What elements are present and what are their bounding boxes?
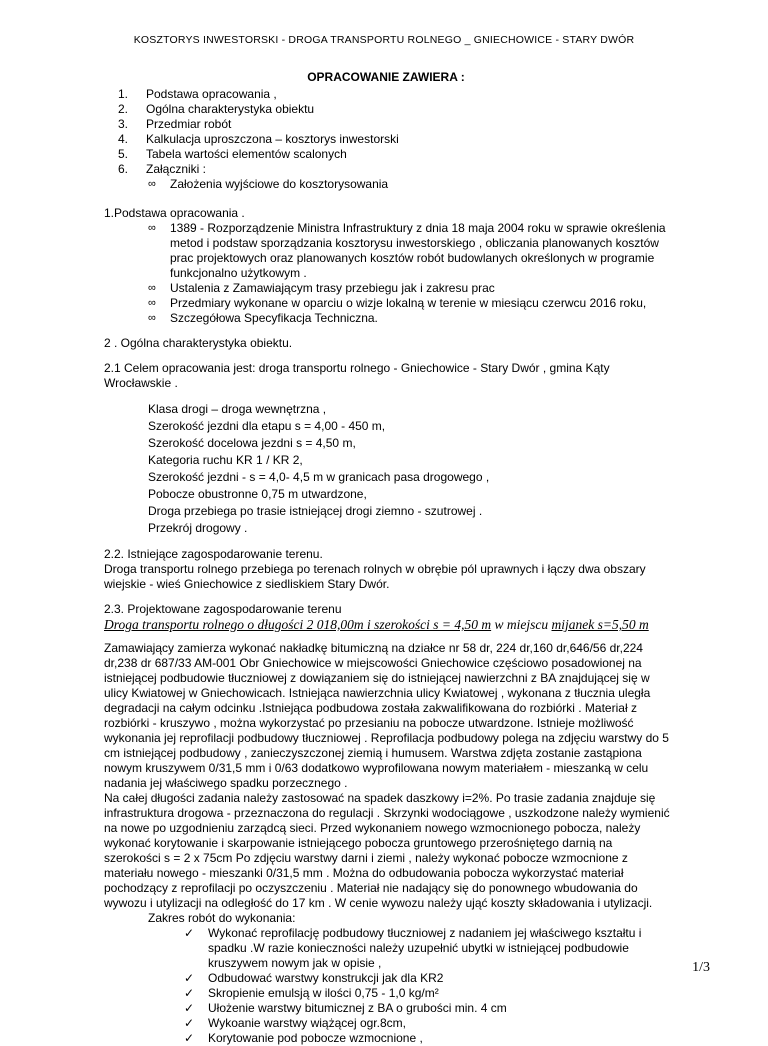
section-2-3-body-2: Na całej długości zadania należy zastosować na spadek daszkowy i=2%. Po trasie zadania znajduje się infrastruktura drogowa - przeznaczona do regulacji . Skrzynki wodociągowe , uszkodzone należy wymienić na nowe po uzgodnieniu zarządcą sieci. Przed wykonaniem nowego wzmocnionego pobocza, należy wykonać korytowanie i skarpowanie istniejącego pobocza gruntowego przerośniętego darnią na szerokości s = 2 x 75cm Po zdjęciu warstwy darni i ziemi , należy wykonać pobocze wzmocnione z materiału nowego - mieszanki 0/31,5 mm . Można do odbudowania pobocza wykorzystać materiał pochodzący z reprofilacji po oczyszczeniu . Materiał nie nadający się do ponownego wbudowania do wywozu i utylizacji na odległość do 17 km . W cenie wywozu należy ująć koszty składowania i utylizacji. <box>104 791 670 910</box>
list-item: ∞ Ustalenia z Zamawiającym trasy przebiegu jak i zakresu prac <box>148 281 495 295</box>
toc-item: 1. Podstawa opracowania , <box>118 87 277 101</box>
toc-item: 6. Załączniki : <box>118 162 207 176</box>
scope-heading: Zakres robót do wykonania: <box>148 911 296 925</box>
list-item: Szerokość jezdni dla etapu s = 4,00 - 450 m, <box>148 419 386 433</box>
checkmark-icon: ✓ <box>184 926 195 940</box>
checkmark-icon: ✓ <box>184 1031 195 1045</box>
checkmark-icon: ✓ <box>184 1001 195 1015</box>
infinity-bullet-icon: ∞ <box>148 282 156 294</box>
list-item: Kategoria ruchu KR 1 / KR 2, <box>148 453 303 467</box>
toc-item: 3. Przedmiar robót <box>118 117 232 131</box>
list-item: Klasa drogi – droga wewnętrzna , <box>148 402 327 416</box>
list-item: ✓ Ułożenie warstwy bitumicznej z BA o grubości min. 4 cm <box>184 1001 507 1015</box>
document-body <box>104 70 664 202</box>
infinity-bullet-icon: ∞ <box>148 178 156 190</box>
section-1-heading: 1.Podstawa opracowania . <box>104 206 245 220</box>
road-dimensions-line: Droga transportu rolnego o długości 2 018,00m i szerokości s = 4,50 m w miejscu mijanek s=5,50 m <box>104 617 649 632</box>
section-2-2-heading: 2.2. Istniejące zagospodarowanie terenu. <box>104 547 323 561</box>
list-item: ∞ 1389 - Rozporządzenie Ministra Infrastruktury z dnia 18 maja 2004 roku w sprawie określenia metod i podstaw sporządzania kosztorysu inwestorskiego , obliczania planowanych kosztów prac projektowych oraz planowanych kosztów robót budowlanych określonych w programie funkcjonalno użytkowym . <box>148 221 666 280</box>
section-2-heading: 2 . Ogólna charakterystyka obiektu. <box>104 336 293 350</box>
table-of-contents <box>104 87 664 177</box>
list-item: Przekrój drogowy . <box>148 521 248 535</box>
checkmark-icon: ✓ <box>184 1016 195 1030</box>
section-1 <box>104 206 670 1046</box>
checkmark-icon: ✓ <box>184 971 195 985</box>
section-2-2-text: Droga transportu rolnego przebiega po terenach rolnych w obrębie pól uprawnych i łączy dwa obszary wiejskie - wieś Gniechowice z siedliskiem Stary Dwór. <box>104 562 646 591</box>
list-item: ✓ Korytowanie pod pobocze wzmocnione , <box>184 1031 423 1045</box>
infinity-bullet-icon: ∞ <box>148 222 156 234</box>
list-item: ∞ Szczegółowa Specyfikacja Techniczna. <box>148 311 378 325</box>
document-title: OPRACOWANIE ZAWIERA : <box>307 70 465 84</box>
list-item: Pobocze obustronne 0,75 m utwardzone, <box>148 487 367 501</box>
infinity-bullet-icon: ∞ <box>148 312 156 324</box>
list-item: ✓ Wykoanie warstwy wiążącej ogr.8cm, <box>184 1016 406 1030</box>
list-item: ✓ Skropienie emulsją w ilości 0,75 - 1,0 kg/m² <box>184 986 439 1000</box>
page-number: 1/3 <box>692 960 710 975</box>
section-2-1-text: 2.1 Celem opracowania jest: droga transportu rolnego - Gniechowice - Stary Dwór , gmina Kąty Wrocławskie . <box>104 361 610 390</box>
road-parameters <box>104 401 670 537</box>
section-2-3-heading: 2.3. Projektowane zagospodarowanie terenu <box>104 602 342 616</box>
list-item: ✓ Odbudować warstwy konstrukcji jak dla KR2 <box>184 971 444 985</box>
toc-item: 4. Kalkulacja uproszczona – kosztorys inwestorski <box>118 132 399 146</box>
section-2-3-body: Zamawiający zamierza wykonać nakładkę bitumiczną na działce nr 58 dr, 224 dr,160 dr,646/56 dr,224 dr,238 dr 687/33 AM-001 Obr Gniechowice w miejscowości Gniechowice częściowo posadowionej na istniejącej podbudowie tłuczniowej z dowiązaniem się do istniejącej nawierzchni z BA znajdującej się w ulicy Kwiatowej w Gniechowicach. Istniejąca nawierzchnia ulicy Kwiatowej , wykonana z tłucznia uległa degradacji na całym odcinku .Istniejąca podbudowa została zakwalifikowana do rozbiórki . Materiał z rozbiórki - kruszywo , można wykorzystać po przesianiu na pobocze utwardzone. Istnieje możliwość wykonania jej reprofilacji podbudowy tłuczniowej . Reprofilacja podbudowy polega na zdjęciu warstwy do 5 cm istniejącej podbudowy , zanieczyszczonej ziemią i humusem. Warstwa zdjęta zostanie zastąpiona nowym kruszywem 0/31,5 mm i 0/63 dodatkowo wyprofilowana nowym materiałem - mieszanką w celu nadania jej właściwego spadku porzecznego . <box>104 641 669 790</box>
toc-item: 5. Tabela wartości elementów scalonych <box>118 147 347 161</box>
list-item: Szerokość docelowa jezdni s = 4,50 m, <box>148 436 356 450</box>
list-item: ∞ Przedmiary wykonane w oparciu o wizje lokalną w terenie w miesiącu czerwcu 2016 roku, <box>148 296 647 310</box>
list-item: Szerokość jezdni - s = 4,0- 4,5 m w granicach pasa drogowego , <box>148 470 490 484</box>
page-header: KOSZTORYS INWESTORSKI - DROGA TRANSPORTU ROLNEGO _ GNIECHOWICE - STARY DWÓR <box>133 34 635 46</box>
toc-item: 2. Ogólna charakterystyka obiektu <box>118 102 315 116</box>
checkmark-icon: ✓ <box>184 986 195 1000</box>
infinity-bullet-icon: ∞ <box>148 297 156 309</box>
list-item: Droga przebiega po trasie istniejącej drogi ziemno - szutrowej . <box>148 504 483 518</box>
toc-sub-bullet: ∞ Założenia wyjściowe do kosztorysowania <box>148 177 389 191</box>
list-item: ✓ Wykonać reprofilację podbudowy tłuczniowej z nadaniem jej właściwego kształtu i spadku .W razie konieczności należy uzupełnić ubytki w istniejącej podbudowie kruszywem nowym jak w opisie , <box>184 926 642 970</box>
